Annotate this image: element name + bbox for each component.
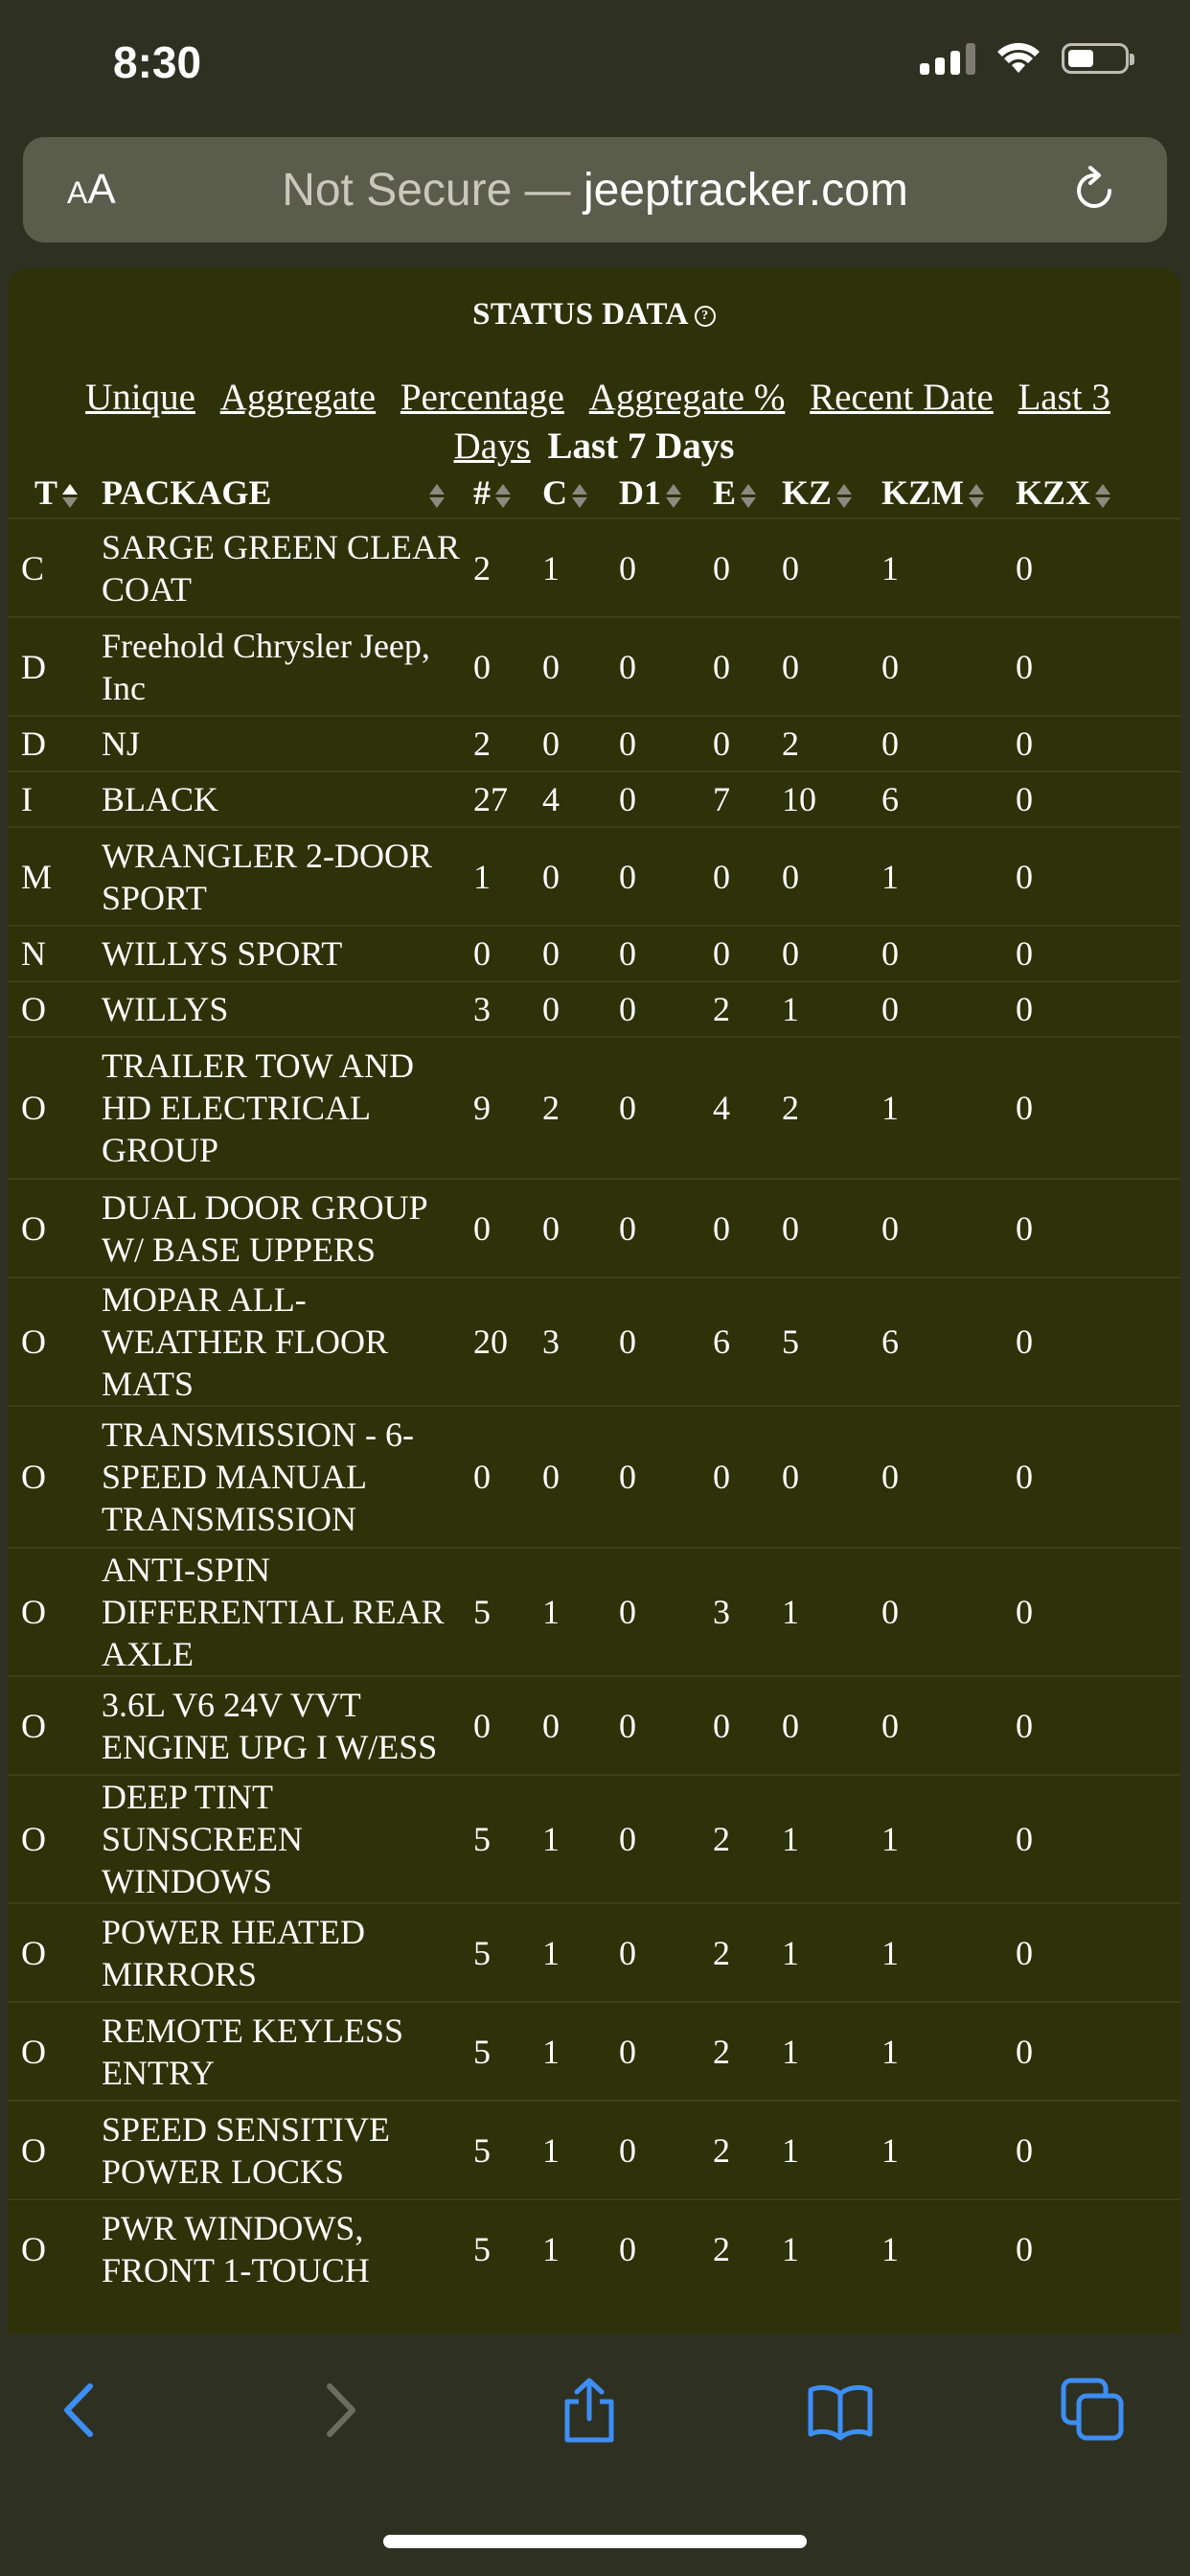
table-row <box>8 1775 1180 1903</box>
cell-kz: 0 <box>782 518 881 617</box>
column-header-package[interactable] <box>94 468 473 518</box>
help-icon[interactable]: ? <box>695 306 716 327</box>
cell-kz: 0 <box>782 617 881 716</box>
cell-type: O <box>8 1903 94 2002</box>
cell-kzx: 0 <box>1016 827 1180 926</box>
wifi-icon <box>996 42 1041 75</box>
cell-kzm: 0 <box>881 1406 1016 1548</box>
cellular-signal-icon <box>920 42 975 75</box>
cell-count: 0 <box>473 1406 542 1548</box>
cell-kzm: 0 <box>881 617 1016 716</box>
table-row <box>8 771 1180 827</box>
cell-e: 0 <box>713 1179 782 1277</box>
cell-count: 0 <box>473 617 542 716</box>
cell-e: 0 <box>713 518 782 617</box>
cell-d1: 0 <box>619 1676 713 1775</box>
cell-c: 0 <box>542 1179 619 1277</box>
cell-count: 0 <box>473 1676 542 1775</box>
cell-kzx: 0 <box>1016 1179 1180 1277</box>
cell-e: 2 <box>713 2199 782 2298</box>
cell-e: 2 <box>713 1903 782 2002</box>
not-secure-label: Not Secure — <box>282 165 571 216</box>
table-row <box>8 716 1180 771</box>
cell-d1: 0 <box>619 1406 713 1548</box>
table-row <box>8 1676 1180 1775</box>
table-body <box>8 518 1180 2298</box>
cell-package: WRANGLER 2-DOOR SPORT <box>94 827 473 926</box>
sort-arrows-icon[interactable] <box>59 484 80 509</box>
table-row <box>8 827 1180 926</box>
tab-unique[interactable]: Unique <box>85 377 195 418</box>
cell-package: PWR WINDOWS, FRONT 1-TOUCH <box>94 2199 473 2298</box>
column-header-kz[interactable] <box>782 468 881 518</box>
cell-d1: 0 <box>619 2002 713 2101</box>
sort-arrows-icon[interactable] <box>834 484 855 509</box>
cell-package: BLACK <box>94 771 473 827</box>
reader-settings-button[interactable]: AA <box>67 166 116 213</box>
cell-kz: 0 <box>782 926 881 981</box>
share-icon[interactable] <box>556 2377 623 2444</box>
table-row <box>8 518 1180 617</box>
cell-d1: 0 <box>619 1277 713 1406</box>
cell-c: 0 <box>542 1406 619 1548</box>
cell-kzx: 0 <box>1016 617 1180 716</box>
back-icon[interactable] <box>48 2377 115 2444</box>
status-icons <box>920 42 1129 75</box>
cell-kzx: 0 <box>1016 1903 1180 2002</box>
cell-count: 20 <box>473 1277 542 1406</box>
cell-package: TRAILER TOW AND HD ELECTRICAL GROUP <box>94 1037 473 1179</box>
tab-aggregate[interactable]: Aggregate <box>219 377 377 418</box>
cell-count: 0 <box>473 926 542 981</box>
cell-package: DUAL DOOR GROUP W/ BASE UPPERS <box>94 1179 473 1277</box>
cell-kz: 0 <box>782 1179 881 1277</box>
column-header-label: KZM <box>881 473 964 512</box>
cell-d1: 0 <box>619 617 713 716</box>
cell-kzm: 6 <box>881 771 1016 827</box>
cell-d1: 0 <box>619 2199 713 2298</box>
cell-count: 1 <box>473 827 542 926</box>
table-row <box>8 926 1180 981</box>
cell-kzx: 0 <box>1016 1548 1180 1676</box>
cell-type: O <box>8 2199 94 2298</box>
cell-package: NJ <box>94 716 473 771</box>
cell-kzm: 1 <box>881 1037 1016 1179</box>
cell-kzm: 1 <box>881 1775 1016 1903</box>
tab-last-3-days[interactable]: Last 3 Days <box>453 377 1110 467</box>
cell-d1: 0 <box>619 518 713 617</box>
cell-type: O <box>8 1037 94 1179</box>
cell-c: 1 <box>542 2101 619 2199</box>
sort-arrows-icon[interactable] <box>966 484 987 509</box>
cell-count: 5 <box>473 1903 542 2002</box>
cell-kz: 1 <box>782 981 881 1037</box>
sort-arrows-icon[interactable] <box>663 484 684 509</box>
cell-kz: 1 <box>782 2199 881 2298</box>
sort-arrows-icon[interactable] <box>1092 484 1113 509</box>
column-header-count[interactable] <box>473 468 542 518</box>
cell-package: POWER HEATED MIRRORS <box>94 1903 473 2002</box>
cell-kzx: 0 <box>1016 926 1180 981</box>
cell-count: 5 <box>473 2002 542 2101</box>
cell-kz: 1 <box>782 2002 881 2101</box>
view-tabs <box>46 373 1142 471</box>
column-header-label: KZ <box>782 473 833 512</box>
forward-icon[interactable] <box>305 2377 372 2444</box>
cell-package: WILLYS <box>94 981 473 1037</box>
cell-kzm: 1 <box>881 2199 1016 2298</box>
cell-count: 5 <box>473 2199 542 2298</box>
cell-e: 2 <box>713 2101 782 2199</box>
cell-kz: 0 <box>782 827 881 926</box>
cell-count: 27 <box>473 771 542 827</box>
cell-kz: 1 <box>782 1903 881 2002</box>
cell-d1: 0 <box>619 771 713 827</box>
cell-c: 4 <box>542 771 619 827</box>
cell-package: TRANSMISSION - 6-SPEED MANUAL TRANSMISSION <box>94 1406 473 1548</box>
cell-e: 0 <box>713 1676 782 1775</box>
cell-count: 5 <box>473 1775 542 1903</box>
cell-kzm: 6 <box>881 1277 1016 1406</box>
cell-e: 2 <box>713 2002 782 2101</box>
cell-kzx: 0 <box>1016 716 1180 771</box>
cell-package: Freehold Chrysler Jeep, Inc <box>94 617 473 716</box>
cell-d1: 0 <box>619 1548 713 1676</box>
cell-c: 0 <box>542 926 619 981</box>
sort-arrows-icon[interactable] <box>738 484 759 509</box>
sort-arrows-icon[interactable] <box>426 484 447 509</box>
cell-kzm: 0 <box>881 926 1016 981</box>
column-header-label: PACKAGE <box>102 473 272 512</box>
cell-type: O <box>8 981 94 1037</box>
cell-kz: 1 <box>782 1775 881 1903</box>
table-row <box>8 1548 1180 1676</box>
cell-type: D <box>8 716 94 771</box>
cell-kzx: 0 <box>1016 981 1180 1037</box>
cell-c: 1 <box>542 1903 619 2002</box>
column-header-label: E <box>713 473 737 512</box>
tab-aggregate[interactable]: Aggregate % <box>588 377 786 418</box>
cell-kzx: 0 <box>1016 2002 1180 2101</box>
cell-c: 1 <box>542 1548 619 1676</box>
cell-kzx: 0 <box>1016 771 1180 827</box>
cell-kzm: 0 <box>881 1676 1016 1775</box>
cell-kz: 5 <box>782 1277 881 1406</box>
cell-kz: 1 <box>782 1548 881 1676</box>
cell-c: 0 <box>542 716 619 771</box>
cell-d1: 0 <box>619 2101 713 2199</box>
battery-icon <box>1062 43 1129 74</box>
cell-kzm: 1 <box>881 1903 1016 2002</box>
cell-kz: 2 <box>782 716 881 771</box>
column-header-label: # <box>473 473 491 512</box>
table-row <box>8 1037 1180 1179</box>
status-time: 8:30 <box>113 37 202 87</box>
status-bar <box>0 0 1190 134</box>
column-header-d1[interactable] <box>619 468 713 518</box>
cell-package: MOPAR ALL-WEATHER FLOOR MATS <box>94 1277 473 1406</box>
cell-kzx: 0 <box>1016 1277 1180 1406</box>
table-row <box>8 2199 1180 2298</box>
cell-c: 0 <box>542 1676 619 1775</box>
column-header-kzm[interactable] <box>881 468 1016 518</box>
cell-kzm: 1 <box>881 2101 1016 2199</box>
cell-kzx: 0 <box>1016 1676 1180 1775</box>
cell-count: 0 <box>473 1179 542 1277</box>
cell-kz: 1 <box>782 2101 881 2199</box>
aa-label: A <box>87 166 116 213</box>
cell-kzx: 0 <box>1016 2199 1180 2298</box>
cell-type: O <box>8 1548 94 1676</box>
cell-c: 1 <box>542 2199 619 2298</box>
cell-kzm: 1 <box>881 827 1016 926</box>
column-header-e[interactable] <box>713 468 782 518</box>
cell-e: 2 <box>713 1775 782 1903</box>
cell-c: 1 <box>542 1775 619 1903</box>
cell-type: O <box>8 1775 94 1903</box>
table-header-row <box>8 468 1180 518</box>
tab-last-7-days[interactable]: Last 7 Days <box>547 426 735 467</box>
cell-kz: 0 <box>782 1406 881 1548</box>
cell-e: 0 <box>713 617 782 716</box>
cell-kzm: 1 <box>881 518 1016 617</box>
cell-e: 6 <box>713 1277 782 1406</box>
table-row <box>8 1903 1180 2002</box>
cell-e: 0 <box>713 1406 782 1548</box>
cell-d1: 0 <box>619 926 713 981</box>
cell-c: 0 <box>542 827 619 926</box>
cell-d1: 0 <box>619 1903 713 2002</box>
cell-c: 1 <box>542 2002 619 2101</box>
page-content <box>8 268 1180 2334</box>
cell-d1: 0 <box>619 1179 713 1277</box>
cell-package: WILLYS SPORT <box>94 926 473 981</box>
status-table <box>8 468 1180 2298</box>
table-row <box>8 2101 1180 2199</box>
cell-type: I <box>8 771 94 827</box>
table-row <box>8 2002 1180 2101</box>
cell-kzm: 0 <box>881 716 1016 771</box>
table-row <box>8 1406 1180 1548</box>
column-header-c[interactable] <box>542 468 619 518</box>
url-domain: jeeptracker.com <box>583 165 908 216</box>
bookmarks-icon[interactable] <box>807 2377 874 2444</box>
tab-recent-date[interactable]: Recent Date <box>810 377 994 418</box>
cell-package: 3.6L V6 24V VVT ENGINE UPG I W/ESS <box>94 1676 473 1775</box>
table-row <box>8 1277 1180 1406</box>
cell-type: O <box>8 2101 94 2199</box>
cell-count: 2 <box>473 518 542 617</box>
home-indicator <box>383 2535 807 2548</box>
tab-percentage[interactable]: Percentage <box>400 377 564 418</box>
cell-count: 5 <box>473 1548 542 1676</box>
cell-e: 0 <box>713 926 782 981</box>
column-header-label: C <box>542 473 567 512</box>
cell-package: ANTI-SPIN DIFFERENTIAL REAR AXLE <box>94 1548 473 1676</box>
cell-package: DEEP TINT SUNSCREEN WINDOWS <box>94 1775 473 1903</box>
column-header-label: D1 <box>619 473 661 512</box>
cell-e: 3 <box>713 1548 782 1676</box>
address-bar[interactable] <box>23 137 1167 242</box>
table-row <box>8 981 1180 1037</box>
cell-e: 0 <box>713 716 782 771</box>
cell-type: O <box>8 2002 94 2101</box>
cell-type: N <box>8 926 94 981</box>
cell-kz: 0 <box>782 1676 881 1775</box>
cell-type: C <box>8 518 94 617</box>
cell-kzx: 0 <box>1016 1406 1180 1548</box>
sort-arrows-icon[interactable] <box>569 484 590 509</box>
cell-kzm: 0 <box>881 981 1016 1037</box>
cell-kzx: 0 <box>1016 2101 1180 2199</box>
cell-type: M <box>8 827 94 926</box>
cell-c: 0 <box>542 617 619 716</box>
column-header-label: KZX <box>1016 473 1091 512</box>
cell-package: SARGE GREEN CLEAR COAT <box>94 518 473 617</box>
cell-kzm: 0 <box>881 1548 1016 1676</box>
cell-e: 4 <box>713 1037 782 1179</box>
sort-arrows-icon[interactable] <box>492 484 514 509</box>
cell-type: O <box>8 1676 94 1775</box>
cell-count: 3 <box>473 981 542 1037</box>
cell-type: O <box>8 1277 94 1406</box>
cell-c: 1 <box>542 518 619 617</box>
column-header-label: T <box>34 473 58 512</box>
cell-type: D <box>8 617 94 716</box>
cell-c: 3 <box>542 1277 619 1406</box>
cell-type: O <box>8 1406 94 1548</box>
status-data-title: STATUS DATA <box>472 297 689 332</box>
column-header-kzx[interactable] <box>1016 468 1180 518</box>
cell-count: 9 <box>473 1037 542 1179</box>
column-header-t[interactable] <box>8 468 94 518</box>
cell-kzx: 0 <box>1016 1775 1180 1903</box>
cell-d1: 0 <box>619 1775 713 1903</box>
cell-count: 2 <box>473 716 542 771</box>
cell-package: SPEED SENSITIVE POWER LOCKS <box>94 2101 473 2199</box>
cell-e: 2 <box>713 981 782 1037</box>
cell-kz: 10 <box>782 771 881 827</box>
url-display[interactable] <box>23 164 1167 217</box>
cell-kz: 2 <box>782 1037 881 1179</box>
cell-kzm: 1 <box>881 2002 1016 2101</box>
reload-icon[interactable] <box>1067 162 1121 216</box>
table-row <box>8 617 1180 716</box>
cell-type: O <box>8 1179 94 1277</box>
cell-kzx: 0 <box>1016 518 1180 617</box>
cell-kzm: 0 <box>881 1179 1016 1277</box>
table-row <box>8 1179 1180 1277</box>
cell-e: 0 <box>713 827 782 926</box>
page-title <box>8 297 1180 333</box>
cell-d1: 0 <box>619 716 713 771</box>
cell-c: 2 <box>542 1037 619 1179</box>
cell-c: 0 <box>542 981 619 1037</box>
cell-package: REMOTE KEYLESS ENTRY <box>94 2002 473 2101</box>
cell-kzx: 0 <box>1016 1037 1180 1179</box>
cell-e: 7 <box>713 771 782 827</box>
tabs-icon[interactable] <box>1060 2377 1127 2444</box>
cell-d1: 0 <box>619 981 713 1037</box>
cell-count: 5 <box>473 2101 542 2199</box>
cell-d1: 0 <box>619 1037 713 1179</box>
cell-d1: 0 <box>619 827 713 926</box>
